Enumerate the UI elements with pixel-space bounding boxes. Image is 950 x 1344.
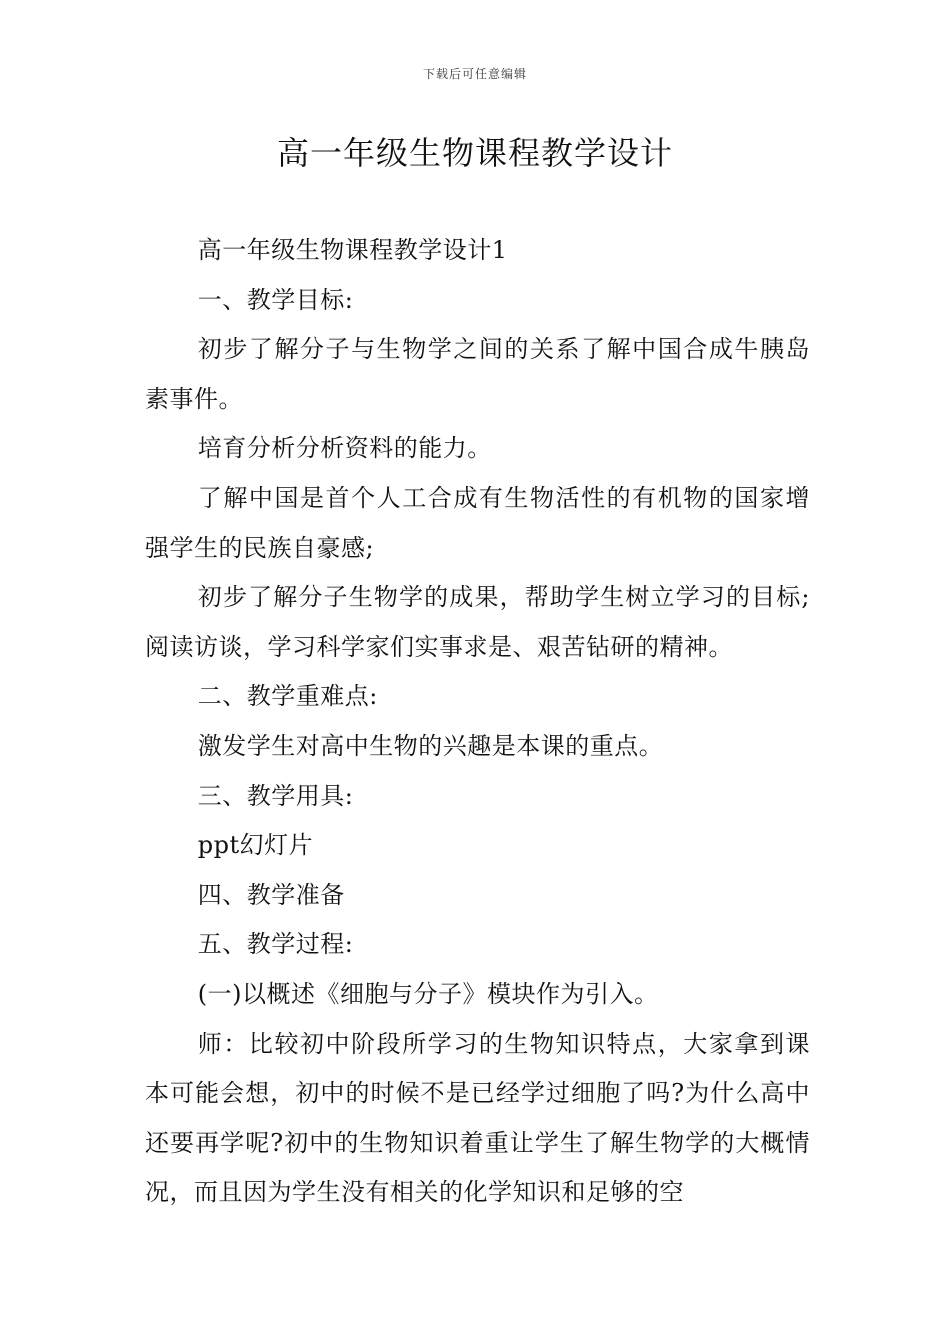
paragraph: 激发学生对高中生物的兴趣是本课的重点。 bbox=[197, 731, 664, 760]
paragraph: 培育分析分析资料的能力。 bbox=[197, 434, 492, 463]
paragraph: 二、教学重难点: bbox=[197, 682, 378, 711]
paragraph: 了解中国是首个人工合成有生物活性的有机物的国家增强学生的民族自豪感; bbox=[145, 483, 810, 562]
paragraph: 高一年级生物课程教学设计1 bbox=[197, 236, 508, 264]
paragraph: 初步了解分子生物学的成果，帮助学生树立学习的目标;阅读访谈，学习科学家们实事求是、艰苦钻研的精神。 bbox=[145, 583, 810, 661]
document-body bbox=[145, 226, 810, 1218]
document-title: 高一年级生物课程教学设计 bbox=[276, 134, 673, 172]
paragraph: 师：比较初中阶段所学习的生物知识特点，大家拿到课本可能会想，初中的时候不是已经学过细胞了吗?为什么高中还要再学呢?初中的生物知识着重让学生了解生物学的大概情况，而且因为学生没有相关的化学知识和足够的空 bbox=[145, 1029, 810, 1207]
paragraph: 四、教学准备 bbox=[197, 880, 345, 909]
paragraph: 一、教学目标: bbox=[197, 285, 354, 314]
paragraph: 五、教学过程: bbox=[197, 930, 354, 959]
header-note: 下载后可任意编辑 bbox=[422, 67, 527, 81]
paragraph: ppt幻灯片 bbox=[197, 831, 314, 860]
paragraph: (一)以概述《细胞与分子》模块作为引入。 bbox=[197, 979, 659, 1008]
paragraph: 初步了解分子与生物学之间的关系了解中国合成牛胰岛素事件。 bbox=[145, 335, 810, 413]
paragraph: 三、教学用具: bbox=[197, 781, 354, 810]
